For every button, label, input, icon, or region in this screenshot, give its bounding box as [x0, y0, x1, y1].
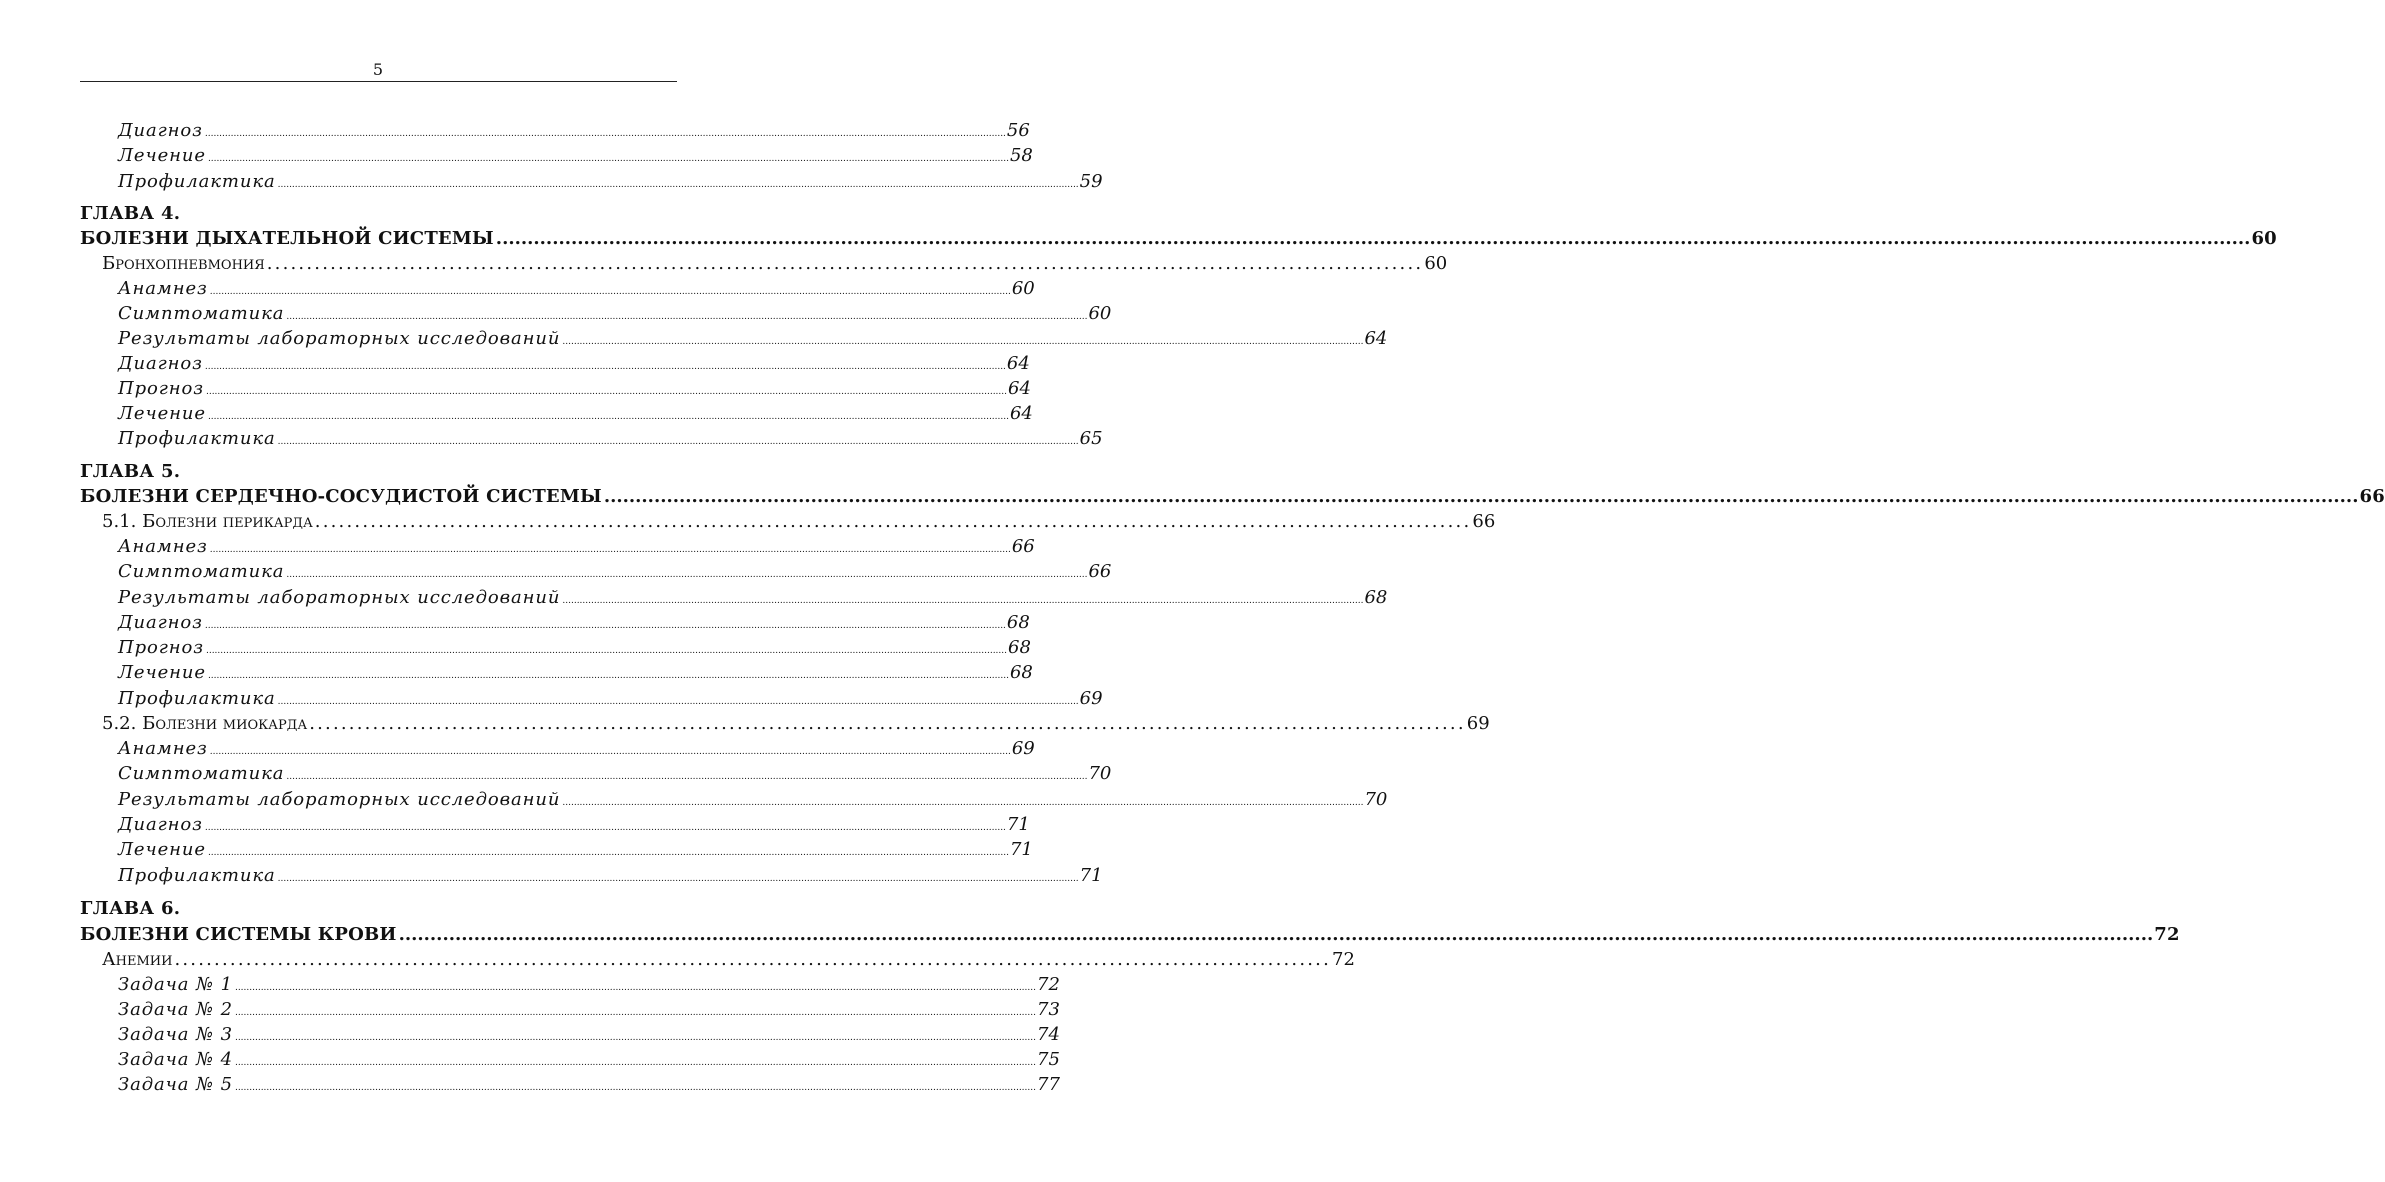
toc-entry-lab-results[interactable]: Результаты лабораторных исследований ........................................................................................................................................................................................................................................................................................ 68	[118, 587, 1388, 608]
toc-section-myocardium[interactable]: 5.2. Болезни миокарда .................................................................................................................................................. 69	[102, 713, 1490, 734]
toc-entry-lab-results[interactable]: Результаты лабораторных исследований ........................................................................................................................................................................................................................................................................................ 64	[118, 328, 1388, 349]
page-number: 5	[372, 60, 384, 79]
toc-entry-diagnosis[interactable]: Диагноз ........................................................................................................................................................................................................................................................................................ 71	[118, 814, 1030, 835]
toc-entry-diagnosis[interactable]: Диагноз ........................................................................................................................................................................................................................................................................................ 64	[118, 353, 1030, 374]
toc-entry-anamnesis[interactable]: Анамнез ........................................................................................................................................................................................................................................................................................ 60	[118, 278, 1035, 299]
toc-entry-lab-results[interactable]: Результаты лабораторных исследований ........................................................................................................................................................................................................................................................................................ 70	[118, 789, 1388, 810]
toc-entry-symptoms[interactable]: Симптоматика ........................................................................................................................................................................................................................................................................................ 60	[118, 303, 1112, 324]
toc-entry-prognosis[interactable]: Прогноз ........................................................................................................................................................................................................................................................................................ 64	[118, 378, 1031, 399]
toc-entry-prevention[interactable]: Профилактика ........................................................................................................................................................................................................................................................................................ 69	[118, 688, 1103, 709]
toc-chapter-6-title[interactable]: БОЛЕЗНИ СИСТЕМЫ КРОВИ ........................................................................................................................................................................................................................................................................................ 72	[80, 924, 2180, 945]
toc-entry-treatment[interactable]: Лечение ........................................................................................................................................................................................................................................................................................ 64	[118, 403, 1033, 424]
toc-entry-treatment[interactable]: Лечение ........................................................................................................................................................................................................................................................................................ 58	[118, 145, 1033, 166]
header-rule	[80, 81, 677, 82]
toc-section-pericardium[interactable]: 5.1. Болезни перикарда .................................................................................................................................................. 66	[102, 511, 1496, 532]
toc-entry-prevention[interactable]: Профилактика ........................................................................................................................................................................................................................................................................................ 71	[118, 865, 1103, 886]
toc-entry-diagnosis[interactable]: Диагноз ........................................................................................................................................................................................................................................................................................ 68	[118, 612, 1030, 633]
chapter-4-label: ГЛАВА 4.	[80, 203, 181, 224]
toc-entry-task-3[interactable]: Задача № 3 ........................................................................................................................................................................................................................................................................................ 74	[118, 1024, 1060, 1045]
toc-section-bronchopneumonia[interactable]: Бронхопневмония .................................................................................................................................................. 60	[102, 253, 1448, 274]
toc-entry-prevention[interactable]: Профилактика ........................................................................................................................................................................................................................................................................................ 59	[118, 171, 1103, 192]
toc-entry-task-5[interactable]: Задача № 5 ........................................................................................................................................................................................................................................................................................ 77	[118, 1074, 1060, 1095]
toc-entry-treatment[interactable]: Лечение ........................................................................................................................................................................................................................................................................................ 68	[118, 662, 1033, 683]
toc-entry-anamnesis[interactable]: Анамнез ........................................................................................................................................................................................................................................................................................ 66	[118, 536, 1035, 557]
toc-entry-prognosis[interactable]: Прогноз ........................................................................................................................................................................................................................................................................................ 68	[118, 637, 1031, 658]
chapter-6-label: ГЛАВА 6.	[80, 898, 181, 919]
toc-entry-anamnesis[interactable]: Анамнез ........................................................................................................................................................................................................................................................................................ 69	[118, 738, 1035, 759]
toc-entry-symptoms[interactable]: Симптоматика ........................................................................................................................................................................................................................................................................................ 66	[118, 561, 1112, 582]
toc-entry-task-2[interactable]: Задача № 2 ........................................................................................................................................................................................................................................................................................ 73	[118, 999, 1060, 1020]
toc-entry-diagnosis[interactable]: Диагноз ........................................................................................................................................................................................................................................................................................ 56	[118, 120, 1030, 141]
chapter-5-label: ГЛАВА 5.	[80, 461, 181, 482]
toc-entry-symptoms[interactable]: Симптоматика ........................................................................................................................................................................................................................................................................................ 70	[118, 763, 1112, 784]
toc-chapter-5-title[interactable]: БОЛЕЗНИ СЕРДЕЧНО-СОСУДИСТОЙ СИСТЕМЫ ........................................................................................................................................................................................................................................................................................ 66	[80, 486, 2385, 507]
toc-chapter-4-title[interactable]: БОЛЕЗНИ ДЫХАТЕЛЬНОЙ СИСТЕМЫ ........................................................................................................................................................................................................................................................................................ 60	[80, 228, 2277, 249]
toc-entry-prevention[interactable]: Профилактика ........................................................................................................................................................................................................................................................................................ 65	[118, 428, 1103, 449]
toc-entry-treatment[interactable]: Лечение ........................................................................................................................................................................................................................................................................................ 71	[118, 839, 1033, 860]
toc-section-anemia[interactable]: Анемии .................................................................................................................................................. 72	[102, 949, 1355, 970]
toc-entry-task-1[interactable]: Задача № 1 ........................................................................................................................................................................................................................................................................................ 72	[118, 974, 1060, 995]
toc-entry-task-4[interactable]: Задача № 4 ........................................................................................................................................................................................................................................................................................ 75	[118, 1049, 1060, 1070]
